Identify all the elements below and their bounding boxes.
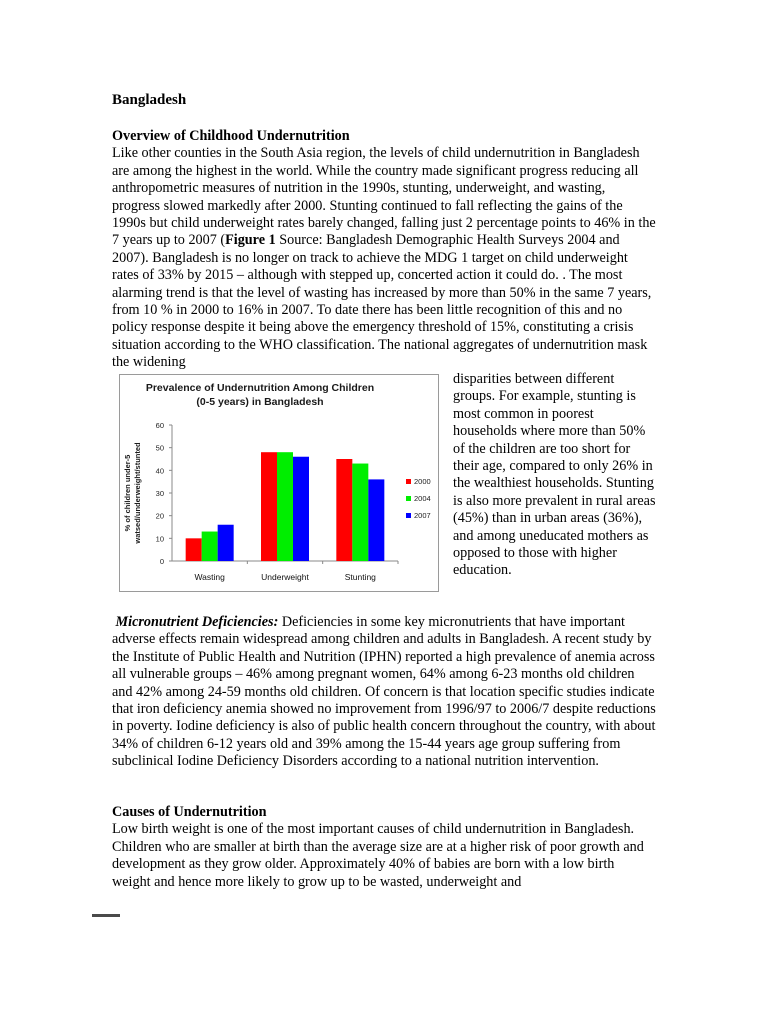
figure-1-chart [119, 374, 439, 592]
y-tick-label: 0 [159, 557, 164, 566]
legend-label-2000: 2000 [414, 477, 431, 486]
micronutrient-section [112, 614, 656, 771]
bar-underweight-2000 [261, 452, 277, 561]
y-tick-label: 20 [155, 511, 164, 521]
causes-section [112, 804, 656, 891]
bar-wasting-2000 [186, 538, 202, 561]
causes-heading: Causes of Undernutrition [112, 804, 267, 820]
y-tick-label: 60 [155, 421, 164, 430]
plot-area [156, 421, 431, 582]
bar-wasting-2007 [218, 525, 234, 561]
micronutrient-heading: Micronutrient Deficiencies: [115, 614, 279, 630]
bar-stunting-2000 [336, 459, 352, 561]
bar-stunting-2004 [352, 464, 368, 561]
legend-label-2004: 2004 [414, 494, 431, 503]
x-tick-label: Underweight [261, 572, 309, 582]
bar-stunting-2007 [368, 479, 384, 561]
y-tick-label: 10 [155, 534, 164, 544]
y-axis-label-line1: % of children under-5 [123, 454, 132, 532]
chart-title: Prevalence of Undernutrition Among Children [145, 382, 375, 394]
causes-paragraph: Low birth weight is one of the most important causes of child undernutrition in Bangladesh. Children who are smaller at birth than the average size are at a higher risk of poor growth and development as they grow older. Approximately 40% of babies are born with a low birth weight and hence more likely to grow up to be wasted, underweight and [112, 821, 644, 890]
bar-wasting-2004 [202, 532, 218, 561]
micronutrient-text: Deficiencies in some key micronutrients that have important adverse effects remain widespread among children and adults in Bangladesh. A recent study by the Institute of Public Health and Nutrition (IPHN) reported a high prevalence of anemia across all vulnerable groups – 46% among pregnant women, 64% among 6-23 months old children and 42% among 24-59 months old children. Of concern is that location specific studies indicate that iron deficiency anemia showed no improvement from 1996/97 to 2006/7 despite reductions in poverty. Iodine deficiency is also of public health concern throughout the country, with about 34% of children 6-12 years old and 39% among the 15-44 years age group suffering from subclinical Iodine Deficiency Disorders according to a national nutrition intervention. [112, 614, 656, 770]
overview-section [112, 128, 656, 372]
overview-text-2: Source: Bangladesh Demographic Health Surveys 2004 and 2007). Bangladesh is no longer on track to achieve the MDG 1 target on child underweight rates of 33% by 2015 – although with stepped up, concerted action it could do. . The most alarming trend is that the level of wasting has increased by more than 50% in the same 7 years, from 10 % in 2000 to 16% in 2007. To date there has been little recognition of this and no policy response despite it being above the emergency threshold of 15%, constituting a crisis situation according to the WHO classification. The national aggregates of undernutrition mask the widening [112, 232, 652, 371]
x-tick-label: Stunting [344, 572, 376, 582]
chart-subtitle: (0-5 years) in Bangladesh [196, 396, 324, 408]
x-tick-label: Wasting [194, 572, 225, 582]
page-marker [92, 914, 120, 917]
legend-label-2007: 2007 [414, 511, 431, 520]
overview-paragraph-continued: disparities between different groups. For example, stunting is most common in poorest households where more than 50% of the children are too short for their age, compared to only 26% in the wealthiest households. Stunting is also more prevalent in rural areas (45%) than in urban areas (36%), and among uneducated mothers as opposed to those with higher education. [453, 371, 656, 579]
y-tick-label: 30 [155, 489, 164, 498]
legend-swatch-2007 [406, 513, 411, 518]
overview-heading: Overview of Childhood Undernutrition [112, 128, 350, 144]
bar-underweight-2004 [277, 452, 293, 561]
page-title: Bangladesh [112, 92, 187, 108]
overview-paragraph [112, 145, 656, 371]
y-tick-label: 50 [155, 443, 164, 453]
legend-swatch-2000 [406, 479, 411, 484]
micronutrient-paragraph [112, 614, 656, 771]
chart-svg [120, 375, 438, 591]
y-axis-label-line2: watsed/underweight/stunted [133, 442, 142, 544]
overview-text-1: Like other counties in the South Asia region, the levels of child undernutrition in Bangladesh are among the highest in the world. While the country made significant progress reducing all anthropometric measures of nutrition in the 1990s, stunting, underweight, and wasting, progress slowed markedly after 2000. Stunting continued to fall reflecting the gains of the 1990s but child underweight rates barely changed, falling just 2 percentage points to 46% in the 7 years up to 2007 ( [112, 145, 656, 249]
figure-reference: Figure 1 [225, 232, 276, 249]
legend-swatch-2004 [406, 496, 411, 501]
y-tick-label: 40 [155, 466, 164, 476]
bar-underweight-2007 [293, 457, 309, 561]
